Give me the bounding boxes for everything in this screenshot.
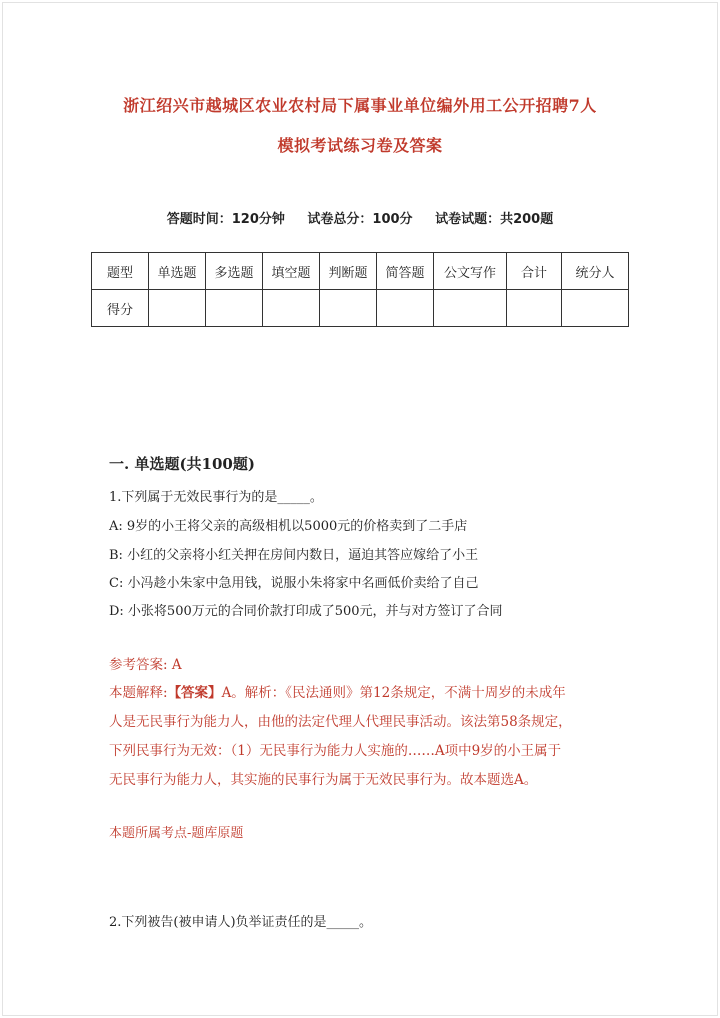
score-cell	[377, 290, 434, 327]
question-1-option-c: C: 小冯趁小朱家中急用钱，说服小朱将家中名画低价卖给了自己	[109, 576, 479, 591]
header-cell-writing: 公文写作	[434, 253, 507, 290]
explanation-line-2: 人是无民事行为能力人，由他的法定代理人代理民事活动。该法第58条规定，	[109, 714, 572, 730]
explanation-line-4: 无民事行为能力人，其实施的民事行为属于无效民事行为。故本题选A。	[109, 772, 538, 788]
exam-question-count: 试卷试题：共200题	[435, 212, 554, 227]
score-cell	[206, 290, 263, 327]
question-1-option-a: A: 9岁的小王将父亲的高级相机以5000元的价格卖到了二手店	[109, 519, 468, 534]
question-1-answer: 参考答案: A	[109, 657, 182, 673]
score-cell	[149, 290, 206, 327]
explanation-line-3: 下列民事行为无效：（1）无民事行为能力人实施的……A项中9岁的小王属于	[109, 743, 562, 759]
score-cell	[507, 290, 562, 327]
document-title-line-2: 模拟考试练习卷及答案	[277, 136, 443, 155]
question-1-option-b: B: 小红的父亲将小红关押在房间内数日，逼迫其答应嫁给了小王	[109, 548, 479, 563]
score-row-label: 得分	[92, 290, 149, 327]
question-2-stem: 2.下列被告(被申请人)负举证责任的是_____。	[109, 915, 373, 930]
question-1-option-d: D: 小张将500万元的合同价款打印成了500元，并与对方签订了合同	[109, 604, 503, 619]
exam-meta	[0, 208, 720, 227]
header-cell-short: 简答题	[377, 253, 434, 290]
answer-tag: 【答案】	[167, 685, 222, 701]
score-cell	[434, 290, 507, 327]
header-cell-judge: 判断题	[320, 253, 377, 290]
explanation-line-1-text: A。解析：《民法通则》第12条规定，不满十周岁的未成年	[221, 685, 566, 701]
exam-total-score: 试卷总分：100分	[307, 212, 413, 227]
question-1-stem: 1.下列属于无效民事行为的是_____。	[109, 490, 323, 505]
explanation-line-1	[109, 679, 619, 708]
explanation-prefix: 本题解释:	[109, 685, 168, 701]
header-cell-scorer: 统分人	[562, 253, 629, 290]
score-cell	[562, 290, 629, 327]
question-1-explanation	[109, 679, 619, 795]
score-cell	[320, 290, 377, 327]
header-cell-single: 单选题	[149, 253, 206, 290]
section-title: 一. 单选题(共100题)	[109, 455, 255, 473]
exam-time: 答题时间：120分钟	[166, 212, 285, 227]
score-table-score-row	[92, 290, 629, 327]
score-table-header-row	[92, 253, 629, 290]
header-cell-multiple: 多选题	[206, 253, 263, 290]
question-1-source: 本题所属考点-题库原题	[109, 826, 244, 841]
score-cell	[263, 290, 320, 327]
score-table	[91, 252, 629, 327]
header-cell-type: 题型	[92, 253, 149, 290]
document-title-line-1: 浙江绍兴市越城区农业农村局下属事业单位编外用工公开招聘7人	[123, 96, 597, 115]
header-cell-fill: 填空题	[263, 253, 320, 290]
header-cell-total: 合计	[507, 253, 562, 290]
